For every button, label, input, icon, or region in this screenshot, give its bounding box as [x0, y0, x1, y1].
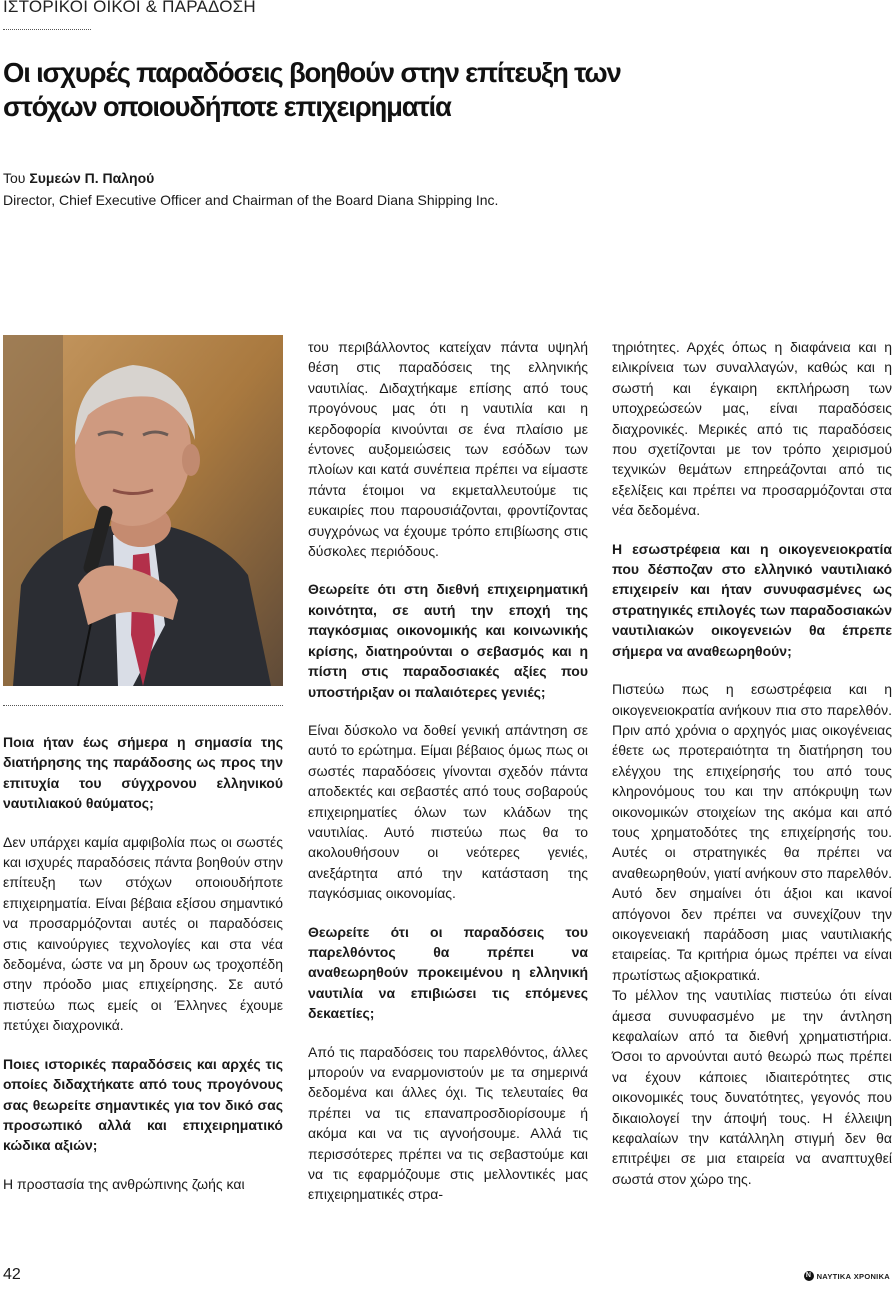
interview-answer: Η προστασία της ανθρώπινης ζωής και [3, 1175, 245, 1192]
interview-answer: Το μέλλον της ναυτιλίας πιστεύω ότι είναι άμεσα συνυφασμένο με την άντληση κεφαλαίων από τα διεθνή χρηματιστήρια. Όσοι το αρνούνται αυτό θεωρώ πως πρέπει να έχουν κάποιες ιδιαιτερότητες στις οικονομικές τους δυνατότητες, γεγονός που δικαιολογεί την άποψή τους. Η έλλειψη κεφαλαίων την κατάλληλη στιγμή δεν θα επιτρέψει σε μια εταιρεία να αναπτυχθεί σωστά στον χώρο της. [612, 987, 892, 1187]
brand-logo-icon: N [804, 1271, 814, 1281]
author-title: Director, Chief Executive Officer and Chairman of the Board Diana Shipping Inc. [3, 192, 499, 208]
column-right [612, 337, 892, 1207]
author-byline [3, 168, 154, 188]
publication-brand [804, 1271, 890, 1281]
interview-answer: Είναι δύσκολο να δοθεί γενική απάντηση σε αυτό το ερώτημα. Είμαι βέβαιος όμως πως οι σωστές παραδόσεις γίνονται σχεδόν πάντα αποδεκτές και σεβαστές από τους σοβαρούς επιχειρηματίες όλων των κλάδων της ναυτιλίας. Αυτό πιστεύω πως θα το ακολουθήσουν οι νεότερες γενιές, ανεξάρτητα από την κατάσταση της παγκόσμιας οικονομίας. [308, 721, 588, 902]
author-name: Συμεών Π. Παληού [29, 170, 155, 186]
interview-question: Η εσωστρέφεια και η οικογενειοκρατία που δέσποζαν στο ελληνικό ναυτιλιακό επιχειρείν και ήταν συνυφασμένες ως στρατηγικές επιλογές των παραδοσιακών ναυτιλιακών οικογενειών θα έπρεπε σήμερα να αναθεωρηθούν; [612, 540, 892, 659]
interview-answer: Πιστεύω πως η εσωστρέφεια και η οικογενειοκρατία ανήκουν πια στο παρελθόν. Πριν από χρόνια ο αρχηγός μιας οικογένειας έθετε ως προτεραιότητα τη διατήρηση του ελέγχου της επιχείρησής του από τους κληρονόμους του και την απόκρυψη των οικονομικών στοιχείων της ακόμα και από τους χρηματοδότες της επιχείρησής του. Αυτές οι στρατηγικές θα πρέπει να αναθεωρηθούν, γιατί ανήκουν στο παρελθόν. Αυτό δεν σημαίνει ότι άξιοι και ικανοί απόγονοι δεν πρέπει να συνεχίζουν την οικογενειακή παράδοση μιας ναυτιλιακής εταιρείας. Τα κριτήρια όμως πρέπει να είναι πρωτίστως αξιοκρατικά. [612, 681, 892, 983]
interview-question: Ποιες ιστορικές παραδόσεις και αρχές τις οποίες διδαχτήκατε από τους προγόνους σας θεωρείτε σημαντικές για τον δικό σας προσωπικό αλλά και επιχειρηματικό κώδικα αξιών; [3, 1055, 283, 1154]
brand-name: ΝΑΥΤΙΚΑ ΧΡΟΝΙΚΑ [816, 1271, 890, 1281]
interview-question: Θεωρείτε ότι οι παραδόσεις του παρελθόντος θα πρέπει να αναθεωρηθούν προκειμένου η ελληνική ναυτιλία να επιβιώσει τις επόμενες δεκαετίες; [308, 923, 588, 1022]
author-photo [3, 335, 283, 686]
photo-ear [182, 444, 200, 476]
interview-answer: τηριότητες. Αρχές όπως η διαφάνεια και η ειλικρίνεια των συναλλαγών, καθώς και η σωστή και έγκαιρη εκπλήρωση των υποχρεώσεών μας, είναι παραδόσεις διαχρονικές. Μερικές από τις παραδόσεις που σχετίζονται με τον τρόπο χειρισμού τεχνικών θεμάτων επηρεάζονται από τις εξελίξεις και πρέπει να προσαρμόζονται στα νέα δεδομένα. [612, 339, 892, 519]
interview-answer: του περιβάλλοντος κατείχαν πάντα υψηλή θέση στις παραδόσεις της ελληνικής ναυτιλίας. Διδαχτήκαμε επίσης από τους προγόνους μας ότι η ναυτιλία και η κερδοφορία κινούνται σε ένα πλαίσιο με έντονες αυξομειώσεις των εσόδων των πλοίων και κατά συνέπεια πρέπει να είμαστε πάντα έτοιμοι να εκμεταλλευτούμε τις ευκαιρίες που παρουσιάζονται, φροντίζοντας συγχρόνως να έχουμε τρόπο επιβίωσης στις δύσκολες περιόδους. [308, 339, 588, 560]
author-prefix: Του [3, 170, 26, 186]
page-number: 42 [3, 1266, 21, 1283]
section-divider [3, 29, 91, 30]
column-middle [308, 337, 588, 1223]
interview-question: Θεωρείτε ότι στη διεθνή επιχειρηματική κοινότητα, σε αυτή την εποχή της παγκόσμιας οικονομικής και κοινωνικής κρίσης, διατηρούνται ο σεβασμός και η πίστη στις παραδοσιακές αξίες που υποστήριξαν οι παλαιότερες γενιές; [308, 581, 588, 700]
interview-answer: Από τις παραδόσεις του παρελθόντος, άλλες μπορούν να εναρμονιστούν με τα σημερινά δεδομένα και άλλες όχι. Τις τελευταίες θα πρέπει να τις επαναπροσδιορίσουμε ή ακόμα και να τις αγνοήσουμε. Αλλά τις περισσότερες πρέπει να τις σεβαστούμε και να τις εφαρμόζουμε στις μελλοντικές μας επιχειρηματικές στρα- [308, 1043, 588, 1203]
article-headline: Οι ισχυρές παραδόσεις βοηθούν στην επίτευξη των στόχων οποιουδήποτε επιχειρηματία [3, 57, 621, 122]
column-left [3, 732, 283, 1212]
interview-question: Ποια ήταν έως σήμερα η σημασία της διατήρησης της παράδοσης ως προς την επιτυχία του σύγχρονου ελληνικού ναυτιλιακού θαύματος; [3, 734, 283, 812]
photo-divider [3, 705, 283, 706]
section-label: ΙΣΤΟΡΙΚΟΙ ΟΙΚΟΙ & ΠΑΡΑΔΟΣΗ [3, 0, 256, 16]
interview-answer: Δεν υπάρχει καμία αμφιβολία πως οι σωστές και ισχυρές παραδόσεις πάντα βοηθούν στην επίτευξη των στόχων οποιουδήποτε επιχειρηματία. Είναι βέβαια εξίσου σημαντικό να προσαρμόζονται αυτές οι παραδόσεις στις καινούργιες τεχνολογίες και στα νέα δεδομένα, ώστε να μη δρουν ως τροχοπέδη στην πρόοδο μιας επιχείρησης. Σε αυτό πιστεύω πως εμείς οι Έλληνες έχουμε πετύχει διαχρονικά. [3, 833, 283, 1034]
